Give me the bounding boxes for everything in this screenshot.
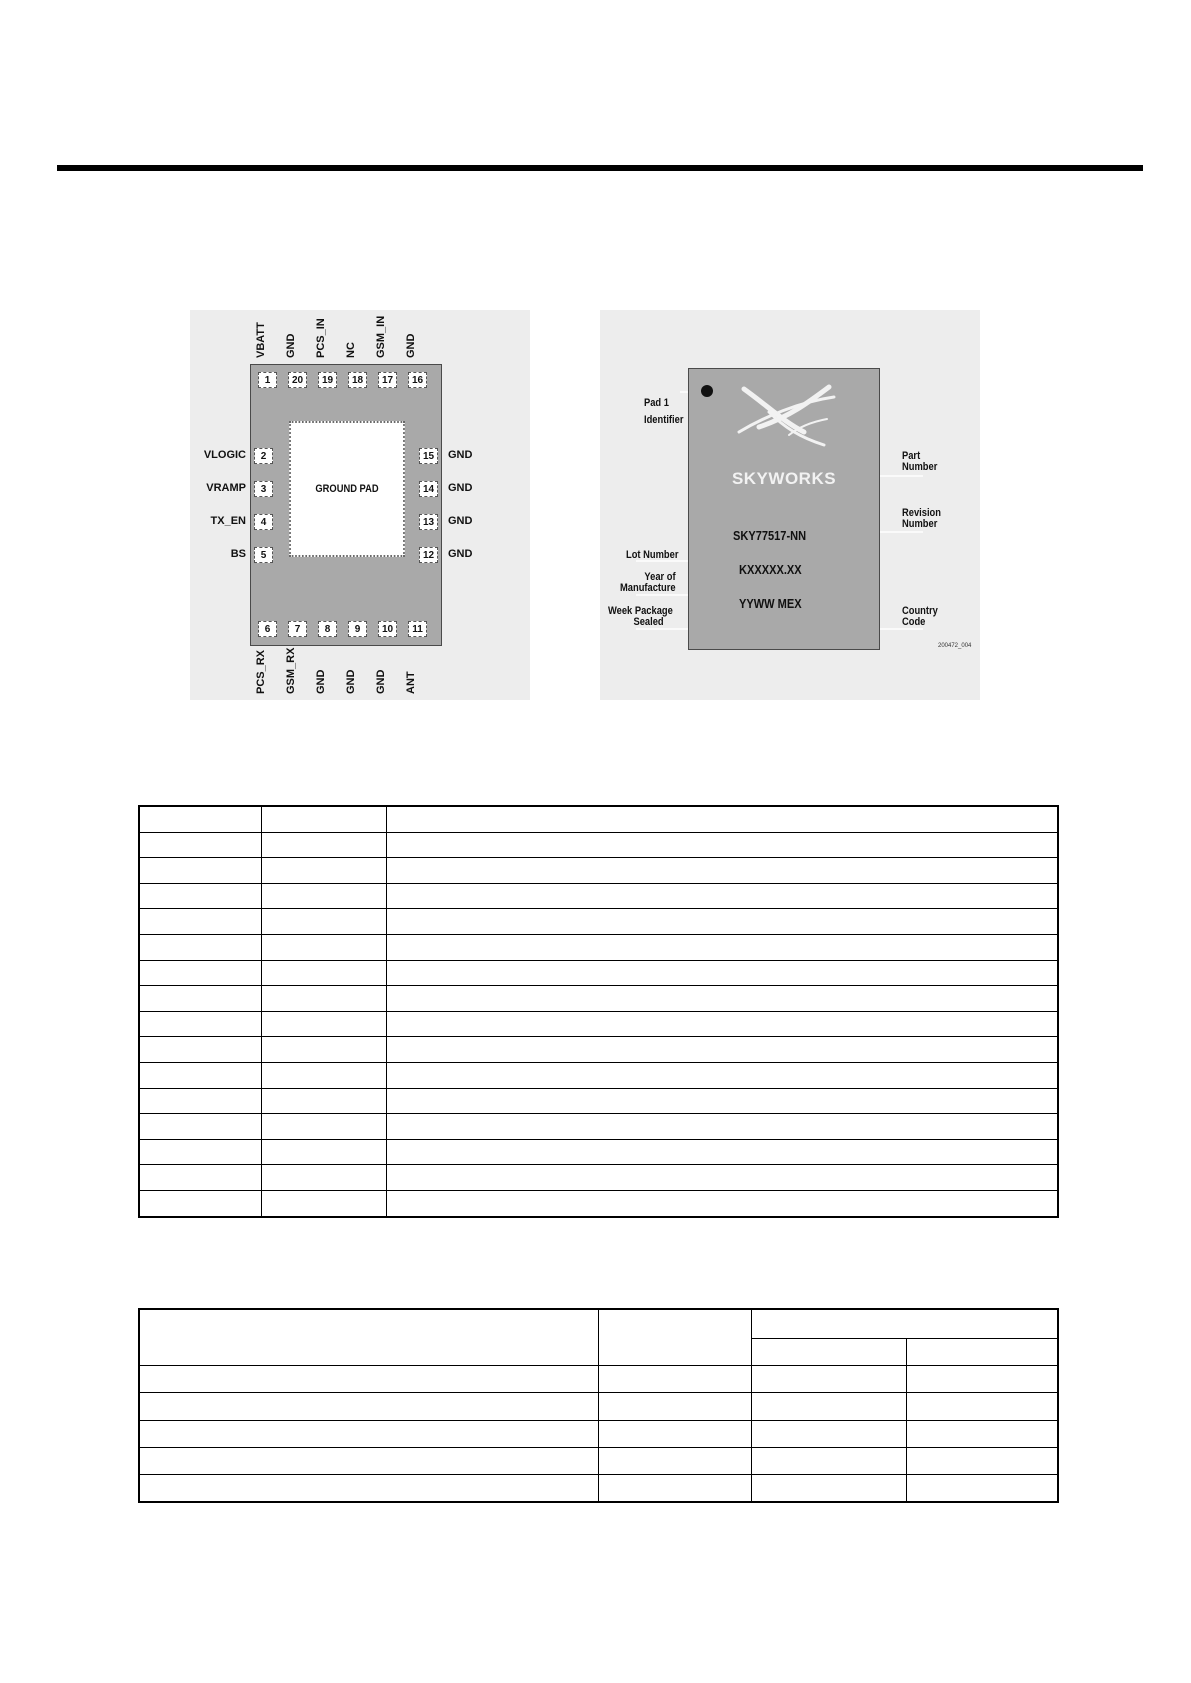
- table-row: [139, 986, 1058, 1012]
- ground-pad: GROUND PAD: [289, 421, 405, 557]
- table-row: [139, 1088, 1058, 1114]
- pin-description-table: [138, 805, 1059, 1218]
- table-row: [139, 1366, 1058, 1393]
- table-row: [139, 1420, 1058, 1447]
- header-rule: [57, 165, 1143, 171]
- pin-label-bottom: GND: [315, 669, 327, 694]
- pin-pad: 2: [254, 448, 273, 464]
- pin-label-right: GND: [448, 515, 473, 527]
- pin-label-top: GND: [285, 333, 297, 358]
- pin-label-left: BS: [230, 548, 246, 560]
- pin-description-body: [139, 806, 1058, 1217]
- ratings-table: [138, 1308, 1059, 1503]
- pin-label-bottom: GND: [375, 669, 387, 694]
- pin-pad: 9: [348, 621, 367, 637]
- table-row: [139, 934, 1058, 960]
- pin-label-top: GND: [405, 333, 417, 358]
- pad1-dot: [701, 385, 713, 397]
- pinout-diagram: [190, 310, 530, 700]
- revision-label: Revision Number: [902, 507, 941, 530]
- pin-pad: 14: [419, 481, 438, 497]
- pin-pad: 4: [254, 514, 273, 530]
- pin-pad: 12: [419, 547, 438, 563]
- year-label: Year of Manufacture: [620, 571, 676, 594]
- marking-diagram: [600, 310, 980, 700]
- table-row: [139, 909, 1058, 935]
- table-row: [139, 1165, 1058, 1191]
- lot-marking: KXXXXX.XX: [739, 562, 802, 577]
- table-row: [139, 832, 1058, 858]
- brand-logo-text: SKYWORKS: [731, 469, 837, 488]
- pin-pad: 17: [378, 372, 397, 388]
- pin-pad: 8: [318, 621, 337, 637]
- pin-pad: 10: [378, 621, 397, 637]
- table-row: [139, 1062, 1058, 1088]
- pin-label-top: VBATT: [255, 322, 267, 358]
- table-row: [139, 1190, 1058, 1216]
- table-row: [139, 858, 1058, 884]
- pin-label-right: GND: [448, 482, 473, 494]
- lot-label: Lot Number: [626, 549, 679, 561]
- pin-label-bottom: GSM_RX: [285, 647, 297, 694]
- pin-label-bottom: GND: [345, 669, 357, 694]
- pin-pad: 6: [258, 621, 277, 637]
- table-row: [139, 1114, 1058, 1140]
- table-row: [139, 1011, 1058, 1037]
- package-body: [250, 364, 442, 646]
- pin-label-left: VRAMP: [206, 482, 246, 494]
- part-number-label: Part Number: [902, 450, 938, 473]
- table-row: [139, 1447, 1058, 1474]
- pin-label-left: VLOGIC: [203, 449, 246, 461]
- table-header-row: [139, 1309, 1058, 1339]
- pin-pad: 5: [254, 547, 273, 563]
- part-marking: SKY77517-NN: [733, 528, 807, 543]
- pin-label-bottom: ANT: [405, 671, 417, 694]
- table-row: [139, 960, 1058, 986]
- pin-label-top: PCS_IN: [315, 318, 327, 358]
- pin-pad: 18: [348, 372, 367, 388]
- pin-label-top: NC: [345, 342, 357, 358]
- pin-pad: 7: [288, 621, 307, 637]
- pin-pad: 11: [408, 621, 427, 637]
- pin-pad: 13: [419, 514, 438, 530]
- pin-pad: 20: [288, 372, 307, 388]
- table-row: [139, 883, 1058, 909]
- country-label: Country Code: [902, 605, 938, 628]
- table-row: [139, 1474, 1058, 1502]
- pin-pad: 15: [419, 448, 438, 464]
- pin-label-top: GSM_IN: [375, 315, 387, 358]
- pin-pad: 19: [318, 372, 337, 388]
- table-row: [139, 1139, 1058, 1165]
- pin-label-right: GND: [448, 548, 473, 560]
- table-row: [139, 1037, 1058, 1063]
- pin-pad: 1: [258, 372, 277, 388]
- pad1-label: Pad 1 Identifier: [644, 397, 684, 426]
- date-marking: YYWW MEX: [739, 596, 802, 611]
- table-row: [139, 1393, 1058, 1420]
- pin-pad: 3: [254, 481, 273, 497]
- pin-label-right: GND: [448, 449, 473, 461]
- pin-pad: 16: [408, 372, 427, 388]
- marking-package-body: [688, 368, 880, 650]
- table-row: [139, 806, 1058, 832]
- week-label: Week Package Sealed: [608, 605, 673, 628]
- pin-label-bottom: PCS_RX: [255, 649, 267, 694]
- pin-label-left: TX_EN: [210, 515, 246, 527]
- logo-icon: [729, 377, 839, 457]
- figure-id: 200472_004: [938, 643, 972, 649]
